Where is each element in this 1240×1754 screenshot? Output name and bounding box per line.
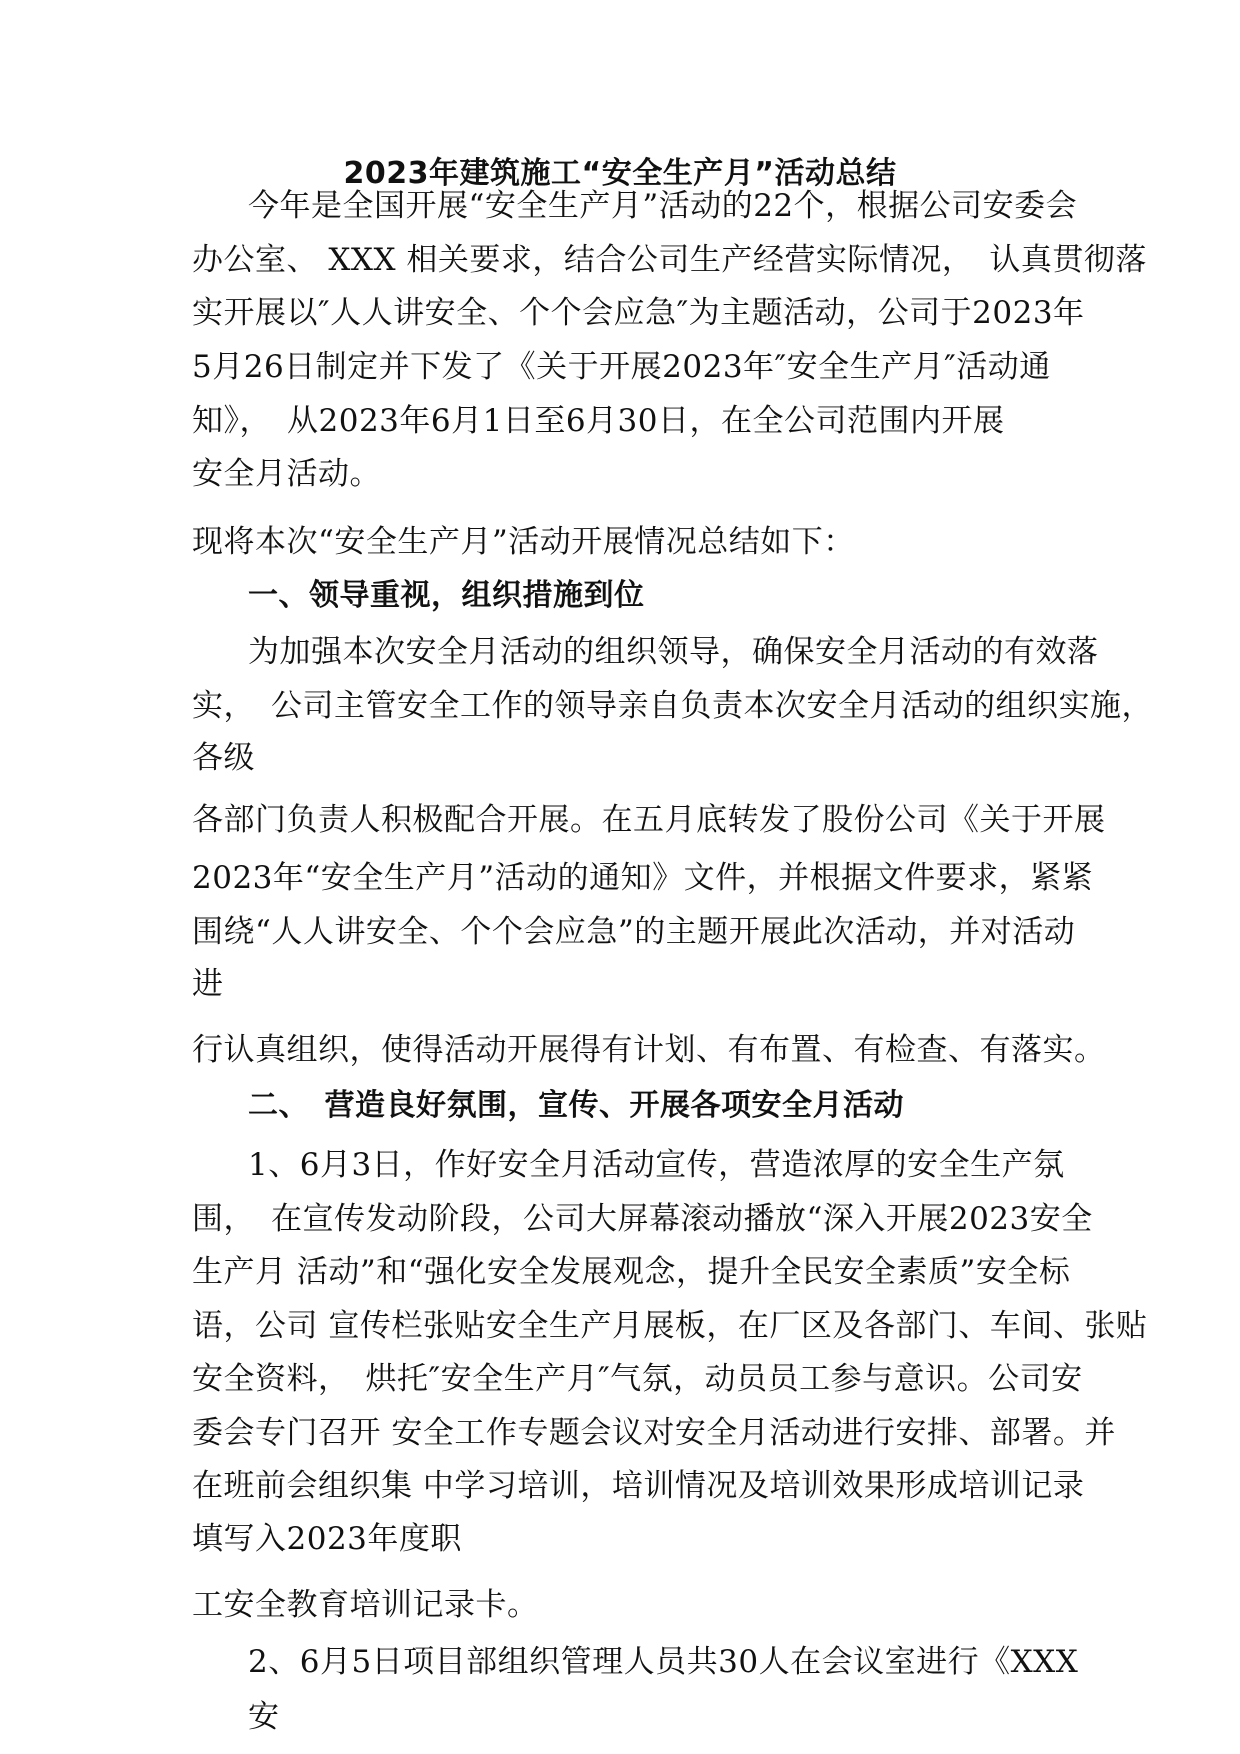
paragraph-line: 现将本次“安全生产月”活动开展情况总结如下： [192, 524, 855, 560]
paragraph-line: 填写入2023年度职 [192, 1521, 462, 1557]
paragraph-line: 语，公司 宣传栏张贴安全生产月展板，在厂区及各部门、车间、张贴 [192, 1308, 1148, 1344]
paragraph-line: 为加强本次安全月活动的组织领导，确保安全月活动的有效落 [248, 634, 1099, 670]
paragraph-line: 委会专门召开 安全工作专题会议对安全月活动进行安排、部署。并 [192, 1415, 1116, 1451]
paragraph-line: 各部门负责人积极配合开展。在五月底转发了股份公司《关于开展 [192, 802, 1106, 838]
paragraph-line: 进 [192, 966, 224, 1002]
paragraph-line: 办公室、 XXX 相关要求，结合公司生产经营实际情况， 认真贯彻落 [192, 242, 1147, 278]
section-heading: 二、 营造良好氛围，宣传、开展各项安全月活动 [248, 1088, 904, 1123]
paragraph-line: 实开展以″人人讲安全、个个会应急″为主题活动，公司于2023年 [192, 295, 1085, 331]
paragraph-line: 今年是全国开展“安全生产月”活动的22个，根据公司安委会 [248, 188, 1078, 224]
paragraph-line: 各级 [192, 740, 255, 776]
paragraph-line: 2023年“安全生产月”活动的通知》文件，并根据文件要求，紧紧 [192, 860, 1094, 896]
paragraph-line: 在班前会组织集 中学习培训，培训情况及培训效果形成培训记录 [192, 1468, 1085, 1504]
paragraph-line: 行认真组织，使得活动开展得有计划、有布置、有检查、有落实。 [192, 1032, 1106, 1068]
paragraph-line: 知》， 从2023年6月1日至6月30日，在全公司范围内开展 [192, 403, 1005, 439]
paragraph-line: 5月26日制定并下发了《关于开展2023年″安全生产月″活动通 [192, 349, 1051, 385]
paragraph-line: 实， 公司主管安全工作的领导亲自负责本次安全月活动的组织实施， [192, 688, 1153, 724]
section-heading: 一、领导重视，组织措施到位 [248, 578, 645, 613]
document-title: 2023年建筑施工“安全生产月”活动总结 [343, 156, 897, 191]
paragraph-line: 安全资料， 烘托″安全生产月″气氛，动员员工参与意识。公司安 [192, 1361, 1083, 1397]
paragraph-line: 生产月 活动”和“强化安全发展观念，提升全民安全素质”安全标 [192, 1254, 1071, 1290]
paragraph-line: 1、6月3日，作好安全月活动宣传，营造浓厚的安全生产氛 [248, 1147, 1065, 1183]
paragraph-line: 安全月活动。 [192, 456, 381, 492]
paragraph-line: 围绕“人人讲安全、个个会应急”的主题开展此次活动，并对活动 [192, 914, 1076, 950]
paragraph-line: 安 [248, 1699, 280, 1735]
paragraph-line: 2、6月5日项目部组织管理人员共30人在会议室进行《XXX [248, 1644, 1079, 1680]
paragraph-line: 工安全教育培训记录卡。 [192, 1587, 539, 1623]
paragraph-line: 围， 在宣传发动阶段，公司大屏幕滚动播放“深入开展2023安全 [192, 1201, 1093, 1237]
